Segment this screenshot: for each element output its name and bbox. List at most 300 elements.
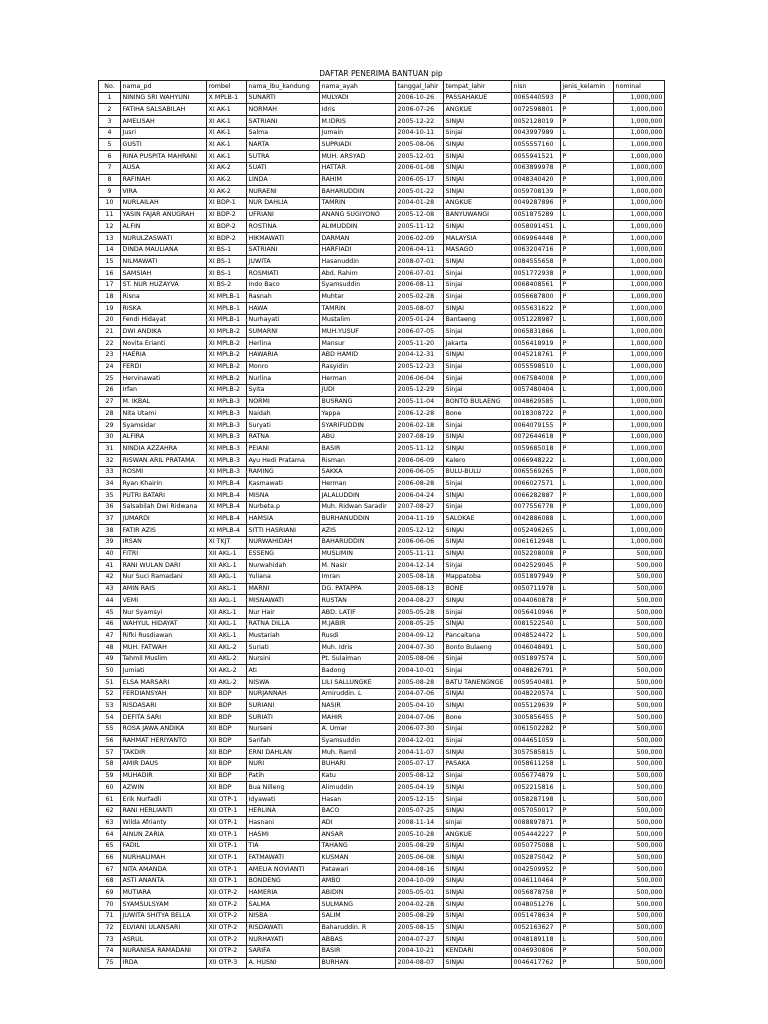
cell-nisn: 0065831866 [512,326,561,338]
cell-nisn: 0051897949 [512,571,561,583]
cell-tanggal-lahir: 2008-07-01 [396,256,444,268]
cell-nama-pd: MUTIARA [121,887,207,899]
cell-nominal: 1,000,000 [614,303,665,315]
cell-tempat-lahir: Sinjai [444,326,512,338]
cell-nama-ibu-kandung: Sarifah [247,735,320,747]
cell-tanggal-lahir: 2005-11-12 [396,443,444,455]
cell-nominal: 500,000 [614,723,665,735]
cell-nama-ibu-kandung: ERNI DAHLAN [247,747,320,759]
cell-nominal: 500,000 [614,793,665,805]
cell-nama-ayah: Katu [320,770,396,782]
cell-tanggal-lahir: 2004-08-27 [396,595,444,607]
cell-nama-pd: Tahmil Muslim [121,653,207,665]
cell-nama-ayah: ANANG SUGIYONO [320,209,396,221]
cell-no: 3 [99,116,121,128]
cell-nama-ibu-kandung: Bua Nilleng [247,782,320,794]
cell-tempat-lahir: Jakarta [444,338,512,350]
cell-rombel: XII AKL-1 [207,548,247,560]
cell-tempat-lahir: Sinjai [444,373,512,385]
cell-no: 34 [99,478,121,490]
cell-nama-ibu-kandung: Salma [247,127,320,139]
cell-nama-pd: M. IKBAL [121,396,207,408]
cell-no: 8 [99,174,121,186]
table-row [99,396,665,408]
cell-rombel: XII AKL-1 [207,560,247,572]
cell-rombel: XI MPLB-3 [207,443,247,455]
table-row [99,618,665,630]
cell-no: 6 [99,151,121,163]
cell-no: 14 [99,244,121,256]
cell-nama-pd: Syamsidar [121,419,207,431]
cell-no: 30 [99,431,121,443]
cell-rombel: XI MPLB-2 [207,361,247,373]
cell-tempat-lahir: SINJAI [444,910,512,922]
column-header-rombel: rombel [207,81,247,93]
cell-nominal: 1,000,000 [614,127,665,139]
cell-tanggal-lahir: 2004-07-06 [396,712,444,724]
cell-nama-ayah: Patawari [320,864,396,876]
cell-nisn: 0051772938 [512,268,561,280]
cell-tanggal-lahir: 2006-12-28 [396,408,444,420]
cell-nominal: 1,000,000 [614,419,665,431]
table-row [99,548,665,560]
cell-nama-pd: FATIHA SALSABILAH [121,104,207,116]
cell-tempat-lahir: Sinjai [444,665,512,677]
table-row [99,887,665,899]
cell-tanggal-lahir: 2005-11-11 [396,548,444,560]
cell-nama-ayah: Muh. Ridwan Saradir [320,501,396,513]
cell-nisn: 0051897574 [512,653,561,665]
cell-no: 56 [99,735,121,747]
cell-tempat-lahir: SINJAI [444,922,512,934]
cell-nama-ayah: DARMAN [320,232,396,244]
cell-nama-ibu-kandung: HASMI [247,829,320,841]
cell-jenis-kelamin: P [561,232,614,244]
cell-tanggal-lahir: 2007-08-27 [396,501,444,513]
table-row [99,361,665,373]
cell-nisn: 0048340420 [512,174,561,186]
cell-tanggal-lahir: 2006-06-09 [396,455,444,467]
column-header-no: No. [99,81,121,93]
cell-tanggal-lahir: 2005-10-28 [396,829,444,841]
cell-tempat-lahir: SINJAI [444,349,512,361]
cell-nama-pd: AUSA [121,162,207,174]
cell-nama-pd: JUWITA SHITYA BELLA [121,910,207,922]
cell-nominal: 1,000,000 [614,186,665,198]
cell-tanggal-lahir: 2005-05-28 [396,606,444,618]
cell-nama-pd: RANI WULAN DARI [121,560,207,572]
cell-nisn: 0043997989 [512,127,561,139]
cell-rombel: XI AK-1 [207,127,247,139]
cell-rombel: XI MPLB-2 [207,384,247,396]
document-title: DAFTAR PENERIMA BANTUAN pip [319,69,443,78]
cell-jenis-kelamin: P [561,104,614,116]
cell-nama-ayah: TAHANG [320,840,396,852]
cell-nama-ayah: SULMANG [320,899,396,911]
cell-rombel: XI AK-1 [207,139,247,151]
cell-nama-pd: HAERIA [121,349,207,361]
table-row [99,817,665,829]
cell-nama-ibu-kandung: NORMAH [247,104,320,116]
cell-nama-pd: Nita Utami [121,408,207,420]
table-row [99,560,665,572]
cell-nama-ayah: TAMRIN [320,303,396,315]
table-row [99,139,665,151]
cell-no: 45 [99,606,121,618]
cell-nama-ayah: BAHARUDDIN [320,186,396,198]
cell-rombel: XI AK-2 [207,186,247,198]
cell-tempat-lahir: ANGKUE [444,104,512,116]
cell-rombel: XI BDP-2 [207,221,247,233]
cell-nama-ayah: BACO [320,805,396,817]
cell-nominal: 1,000,000 [614,536,665,548]
cell-jenis-kelamin: P [561,548,614,560]
cell-nama-ibu-kandung: SURIATI [247,712,320,724]
cell-no: 4 [99,127,121,139]
cell-nisn: 0051228987 [512,314,561,326]
cell-nisn: 0044651059 [512,735,561,747]
cell-tempat-lahir: SINJAI [444,139,512,151]
cell-rombel: XII OTP-1 [207,793,247,805]
cell-nama-ayah: BASIR [320,443,396,455]
cell-nama-pd: AMELISAH [121,116,207,128]
cell-rombel: XI BS-1 [207,244,247,256]
cell-jenis-kelamin: P [561,595,614,607]
cell-rombel: XI MPLB-3 [207,419,247,431]
cell-tempat-lahir: BATU TANENGNGE [444,677,512,689]
cell-jenis-kelamin: L [561,384,614,396]
cell-tempat-lahir: BANYUWANGI [444,209,512,221]
cell-tanggal-lahir: 2005-08-06 [396,653,444,665]
cell-nama-ibu-kandung: PEIANI [247,443,320,455]
cell-nama-ibu-kandung: SUMARNI [247,326,320,338]
cell-nama-ayah: A. Umar [320,723,396,735]
cell-nisn: 3057585815 [512,747,561,759]
cell-tempat-lahir: SINJAI [444,151,512,163]
cell-nama-ibu-kandung: Indo Baco [247,279,320,291]
cell-no: 10 [99,197,121,209]
table-row [99,197,665,209]
cell-nominal: 500,000 [614,934,665,946]
cell-tanggal-lahir: 2005-04-10 [396,700,444,712]
cell-nama-pd: Erik Nurfadli [121,793,207,805]
cell-nominal: 500,000 [614,665,665,677]
cell-jenis-kelamin: P [561,291,614,303]
cell-nama-pd: AMIN RAIS [121,583,207,595]
cell-nama-ayah: Baharuddin. R [320,922,396,934]
cell-tanggal-lahir: 2004-11-07 [396,747,444,759]
cell-nama-pd: DEFITA SARI [121,712,207,724]
table-row [99,478,665,490]
cell-nominal: 1,000,000 [614,466,665,478]
column-header-jenis-kelamin: jenis_kelamin [561,81,614,93]
table-row [99,291,665,303]
cell-nisn: 0050775088 [512,840,561,852]
cell-nama-ibu-kandung: Nurbeta.p [247,501,320,513]
cell-nominal: 500,000 [614,829,665,841]
cell-rombel: XII AKL-2 [207,677,247,689]
cell-nama-ibu-kandung: NISBA [247,910,320,922]
cell-tempat-lahir: SINJAI [444,747,512,759]
cell-nominal: 1,000,000 [614,174,665,186]
cell-tempat-lahir: SINJAI [444,443,512,455]
cell-nominal: 1,000,000 [614,116,665,128]
cell-nama-ibu-kandung: ROSTINA [247,221,320,233]
cell-tanggal-lahir: 2004-07-06 [396,688,444,700]
cell-nama-ibu-kandung: NURAENI [247,186,320,198]
cell-rombel: XII OTP-2 [207,945,247,957]
cell-nominal: 500,000 [614,945,665,957]
table-row [99,338,665,350]
cell-tanggal-lahir: 2005-12-23 [396,361,444,373]
cell-nisn: 0059685018 [512,443,561,455]
cell-no: 47 [99,630,121,642]
cell-tanggal-lahir: 2006-10-26 [396,92,444,104]
cell-tanggal-lahir: 2005-11-20 [396,338,444,350]
cell-nama-ibu-kandung: MISNA [247,490,320,502]
cell-no: 71 [99,910,121,922]
table-row [99,419,665,431]
cell-no: 43 [99,583,121,595]
cell-jenis-kelamin: P [561,700,614,712]
cell-nominal: 1,000,000 [614,256,665,268]
cell-nama-pd: RANI HERLIANTI [121,805,207,817]
table-row [99,642,665,654]
cell-no: 50 [99,665,121,677]
cell-nama-pd: ROSMI [121,466,207,478]
cell-tanggal-lahir: 2005-04-19 [396,782,444,794]
cell-nama-ayah: Alimuddin [320,782,396,794]
cell-rombel: XI MPLB-3 [207,455,247,467]
cell-nama-ibu-kandung: HIKMAWATI [247,232,320,244]
cell-tempat-lahir: KENDARI [444,945,512,957]
cell-jenis-kelamin: P [561,419,614,431]
cell-nominal: 500,000 [614,548,665,560]
cell-nama-pd: Novita Erianti [121,338,207,350]
cell-jenis-kelamin: L [561,899,614,911]
cell-nominal: 500,000 [614,653,665,665]
cell-nama-pd: Nur Syamsyi [121,606,207,618]
cell-no: 1 [99,92,121,104]
table-row [99,922,665,934]
cell-nama-ayah: Muh. Ramli [320,747,396,759]
cell-tempat-lahir: SALOKAE [444,513,512,525]
cell-nama-pd: FERDIANSYAH [121,688,207,700]
cell-no: 29 [99,419,121,431]
cell-no: 62 [99,805,121,817]
cell-nama-pd: RINA PUSPITA MAHRANI [121,151,207,163]
cell-nominal: 1,000,000 [614,291,665,303]
cell-nominal: 1,000,000 [614,104,665,116]
cell-nama-ayah: TAMRIN [320,197,396,209]
cell-nisn: 0056410946 [512,606,561,618]
cell-jenis-kelamin: L [561,525,614,537]
cell-nama-ibu-kandung: SUATI [247,162,320,174]
cell-tempat-lahir: SINJAI [444,899,512,911]
table-row [99,490,665,502]
cell-nama-ayah: RUSTAN [320,595,396,607]
cell-rombel: XI AK-1 [207,151,247,163]
cell-nama-ayah: Muhtar [320,291,396,303]
cell-nama-ibu-kandung: RATNA [247,431,320,443]
cell-nama-ibu-kandung: Nursini [247,653,320,665]
cell-nama-pd: PUTRI BATARI [121,490,207,502]
table-row [99,455,665,467]
cell-nominal: 1,000,000 [614,408,665,420]
cell-nama-ibu-kandung: RISDAWATI [247,922,320,934]
cell-rombel: XI MPLB-2 [207,338,247,350]
cell-nisn: 0084555658 [512,256,561,268]
cell-nominal: 1,000,000 [614,349,665,361]
cell-no: 42 [99,571,121,583]
cell-nama-ibu-kandung: Ati [247,665,320,677]
cell-no: 26 [99,384,121,396]
cell-tempat-lahir: Sinjai [444,723,512,735]
cell-nisn: 0048629585 [512,396,561,408]
cell-rombel: XII BDP [207,723,247,735]
cell-nominal: 500,000 [614,712,665,724]
cell-nominal: 1,000,000 [614,525,665,537]
cell-rombel: XI BS-1 [207,268,247,280]
cell-tanggal-lahir: 2006-06-05 [396,466,444,478]
table-row [99,232,665,244]
cell-no: 69 [99,887,121,899]
cell-rombel: XII OTP-1 [207,805,247,817]
table-row [99,910,665,922]
cell-nisn: 0018308722 [512,408,561,420]
cell-nominal: 500,000 [614,595,665,607]
table-row [99,829,665,841]
table-row [99,151,665,163]
cell-nominal: 500,000 [614,922,665,934]
cell-tanggal-lahir: 2005-08-06 [396,139,444,151]
table-row [99,314,665,326]
cell-nisn: 0052163627 [512,922,561,934]
cell-tempat-lahir: SINJAI [444,431,512,443]
cell-nama-ayah: M. Nasir [320,560,396,572]
cell-nisn: 0057480404 [512,384,561,396]
cell-tempat-lahir: MASAGO [444,244,512,256]
cell-jenis-kelamin: L [561,793,614,805]
cell-nominal: 1,000,000 [614,431,665,443]
cell-rombel: XII BDP [207,688,247,700]
table-row [99,606,665,618]
cell-nama-ibu-kandung: FATMAWATI [247,852,320,864]
cell-nama-pd: ELSA MARSARI [121,677,207,689]
cell-jenis-kelamin: P [561,665,614,677]
cell-nama-ibu-kandung: Syita [247,384,320,396]
table-row [99,104,665,116]
cell-nisn: 0052215816 [512,782,561,794]
cell-rombel: XI MPLB-4 [207,490,247,502]
cell-nama-ibu-kandung: NURJANNAH [247,688,320,700]
cell-nama-ibu-kandung: NUR DAHLIA [247,197,320,209]
cell-nominal: 1,000,000 [614,139,665,151]
cell-jenis-kelamin: P [561,408,614,420]
cell-no: 19 [99,303,121,315]
cell-nama-pd: JUMARDI [121,513,207,525]
cell-jenis-kelamin: L [561,396,614,408]
table-row [99,712,665,724]
cell-nama-pd: Risna [121,291,207,303]
cell-tempat-lahir: Pancaitana [444,630,512,642]
cell-nama-pd: DINDA MAULIANA [121,244,207,256]
cell-tempat-lahir: SINJAI [444,548,512,560]
cell-nama-ayah: Mustalim [320,314,396,326]
cell-nama-ibu-kandung: NORMI [247,396,320,408]
cell-nama-ayah: AMBO [320,875,396,887]
cell-nominal: 500,000 [614,583,665,595]
cell-nama-ibu-kandung: Monro [247,361,320,373]
table-row [99,583,665,595]
cell-jenis-kelamin: P [561,338,614,350]
cell-tanggal-lahir: 2005-08-13 [396,583,444,595]
table-row [99,665,665,677]
cell-nama-ibu-kandung: Suriati [247,642,320,654]
cell-tanggal-lahir: 2005-01-22 [396,186,444,198]
recipients-table [98,80,665,969]
cell-nama-pd: Nur Suci Ramadani [121,571,207,583]
cell-tanggal-lahir: 2006-01-08 [396,162,444,174]
cell-nisn: 3005856455 [512,712,561,724]
cell-tempat-lahir: SINJAI [444,595,512,607]
cell-nama-ayah: ALIMUDDIN [320,221,396,233]
cell-tanggal-lahir: 2006-02-09 [396,232,444,244]
cell-jenis-kelamin: P [561,852,614,864]
cell-tempat-lahir: Kalero [444,455,512,467]
cell-rombel: XII OTP-1 [207,829,247,841]
table-row [99,349,665,361]
cell-jenis-kelamin: P [561,490,614,502]
cell-nama-ayah: Badong [320,665,396,677]
cell-no: 39 [99,536,121,548]
cell-rombel: XII AKL-2 [207,665,247,677]
cell-tanggal-lahir: 2005-11-12 [396,221,444,233]
cell-nisn: 0048189118 [512,934,561,946]
cell-nominal: 500,000 [614,630,665,642]
cell-tanggal-lahir: 2004-02-28 [396,899,444,911]
cell-nama-ibu-kandung: SITTI HASRIANI [247,525,320,537]
cell-nama-pd: RISDASARI [121,700,207,712]
cell-tanggal-lahir: 2006-05-17 [396,174,444,186]
cell-tempat-lahir: BONE [444,583,512,595]
cell-nama-ayah: RAHIM [320,174,396,186]
table-row [99,630,665,642]
cell-tanggal-lahir: 2004-11-19 [396,513,444,525]
cell-nisn: 0067584008 [512,373,561,385]
cell-jenis-kelamin: L [561,758,614,770]
cell-tempat-lahir: Sinjai [444,291,512,303]
cell-nama-ayah: MULYADI [320,92,396,104]
cell-nama-ayah: MUSLIMIN [320,548,396,560]
cell-rombel: X MPLB-1 [207,92,247,104]
cell-rombel: XII OTP-2 [207,899,247,911]
cell-tanggal-lahir: 2004-10-01 [396,665,444,677]
cell-nisn: 0046110464 [512,875,561,887]
cell-nama-pd: VEMI [121,595,207,607]
cell-nominal: 1,000,000 [614,151,665,163]
column-header-nominal: nominal [614,81,665,93]
cell-no: 49 [99,653,121,665]
cell-nama-ayah: ABD HAMID [320,349,396,361]
cell-jenis-kelamin: P [561,723,614,735]
cell-nominal: 500,000 [614,852,665,864]
cell-nama-ayah: Pt. Sulaiman [320,653,396,665]
table-row [99,782,665,794]
cell-nama-ayah: Syamsuddin [320,279,396,291]
cell-rombel: XII AKL-1 [207,571,247,583]
cell-nama-ibu-kandung: NURHAYATI [247,934,320,946]
